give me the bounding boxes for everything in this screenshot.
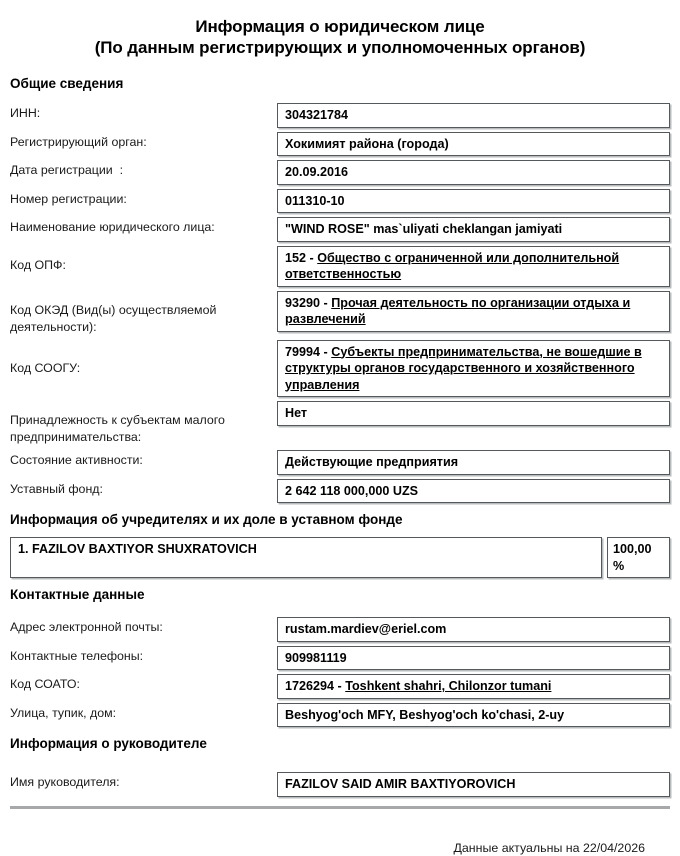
section-heading-general: Общие сведения — [10, 76, 124, 91]
field-row-registering-body — [10, 132, 670, 157]
field-row-soogu-code — [10, 340, 670, 398]
value-charter-fund: 2 642 118 000,000 UZS — [277, 479, 670, 504]
field-row-registration-date — [10, 160, 670, 185]
field-row-inn — [10, 103, 670, 128]
value-phones: 909981119 — [277, 646, 670, 671]
label-small-business: Принадлежность к субъектам малого предпринимательства: — [10, 413, 229, 444]
field-row-legal-name — [10, 217, 670, 242]
value-soogu-code — [277, 340, 670, 398]
value-opf-code-description: Общество с ограниченной или дополнительной ответственностью — [285, 250, 620, 281]
label-registration-number: Номер регистрации: — [10, 191, 127, 206]
value-legal-name: "WIND ROSE" mas`uliyati cheklangan jamiyati — [277, 217, 670, 242]
field-row-director-name — [10, 772, 670, 797]
label-registering-body: Регистрирующий орган: — [10, 134, 147, 149]
value-soogu-code-number: 79994 - — [285, 344, 332, 359]
field-row-email — [10, 617, 670, 642]
field-row-oked-code — [10, 291, 670, 336]
field-row-phones — [10, 646, 670, 671]
founder-row — [10, 537, 670, 578]
page-title-line-2: (По данным регистрирующих и уполномоченных органов) — [94, 38, 586, 57]
value-small-business: Нет — [277, 401, 670, 426]
label-address: Улица, тупик, дом: — [10, 705, 117, 720]
value-oked-code-description: Прочая деятельность по организации отдыха и развлечений — [285, 295, 631, 326]
section-heading-contacts: Контактные данные — [10, 587, 145, 602]
label-charter-fund: Уставный фонд: — [10, 481, 103, 496]
field-row-small-business — [10, 401, 670, 446]
label-inn: ИНН: — [10, 106, 41, 120]
value-registration-date: 20.09.2016 — [277, 160, 670, 185]
field-row-opf-code — [10, 246, 670, 287]
value-address: Beshyog'och MFY, Beshyog'och ko'chasi, 2-uy — [277, 703, 670, 728]
value-soato-code-number: 1726294 - — [285, 679, 346, 693]
field-row-activity-state — [10, 450, 670, 475]
label-email: Адрес электронной почты: — [10, 620, 163, 634]
value-activity-state: Действующие предприятия — [277, 450, 670, 475]
founder-share: 100,00 % — [607, 537, 670, 578]
value-oked-code — [277, 291, 670, 332]
page-title — [10, 0, 670, 58]
label-registration-date: Дата регистрации : — [10, 163, 124, 177]
value-opf-code-number: 152 - — [285, 250, 318, 265]
value-registration-number: 011310-10 — [277, 189, 670, 214]
founder-name: 1. FAZILOV BAXTIYOR SHUXRATOVICH — [10, 537, 602, 578]
footer-divider — [10, 806, 670, 809]
field-row-soato-code — [10, 674, 670, 699]
value-inn: 304321784 — [277, 103, 670, 128]
field-row-registration-number — [10, 189, 670, 214]
value-oked-code-number: 93290 - — [285, 295, 332, 310]
field-row-charter-fund — [10, 479, 670, 504]
section-heading-director: Информация о руководителе — [10, 736, 207, 751]
label-soogu-code: Код СООГУ: — [10, 360, 81, 375]
label-phones: Контактные телефоны: — [10, 648, 144, 663]
label-soato-code: Код СОАТО: — [10, 677, 80, 691]
value-opf-code — [277, 246, 670, 287]
label-activity-state: Состояние активности: — [10, 453, 143, 467]
page-title-line-1: Информация о юридическом лице — [195, 17, 485, 36]
value-director-name: FAZILOV SAID AMIR BAXTIYOROVICH — [277, 772, 670, 797]
field-row-address — [10, 703, 670, 728]
value-soogu-code-description: Субъекты предпринимательства, не вошедшие в структуры органов государственного и хозяйственного управления — [285, 344, 642, 392]
label-legal-name: Наименование юридического лица: — [10, 220, 215, 234]
label-oked-code: Код ОКЭД (Вид(ы) осуществляемой деятельности): — [10, 302, 220, 334]
label-opf-code: Код ОПФ: — [10, 257, 66, 272]
label-director-name: Имя руководителя: — [10, 775, 120, 789]
section-heading-founders: Информация об учредителях и их доле в уставном фонде — [10, 512, 403, 527]
footer-note: Данные актуальны на 22/04/2026 — [453, 840, 645, 855]
value-registering-body: Хокимият района (города) — [277, 132, 670, 157]
value-soato-code-description: Toshkent shahri, Chilonzor tumani — [345, 679, 552, 693]
value-email: rustam.mardiev@eriel.com — [277, 617, 670, 642]
value-soato-code — [277, 674, 670, 699]
